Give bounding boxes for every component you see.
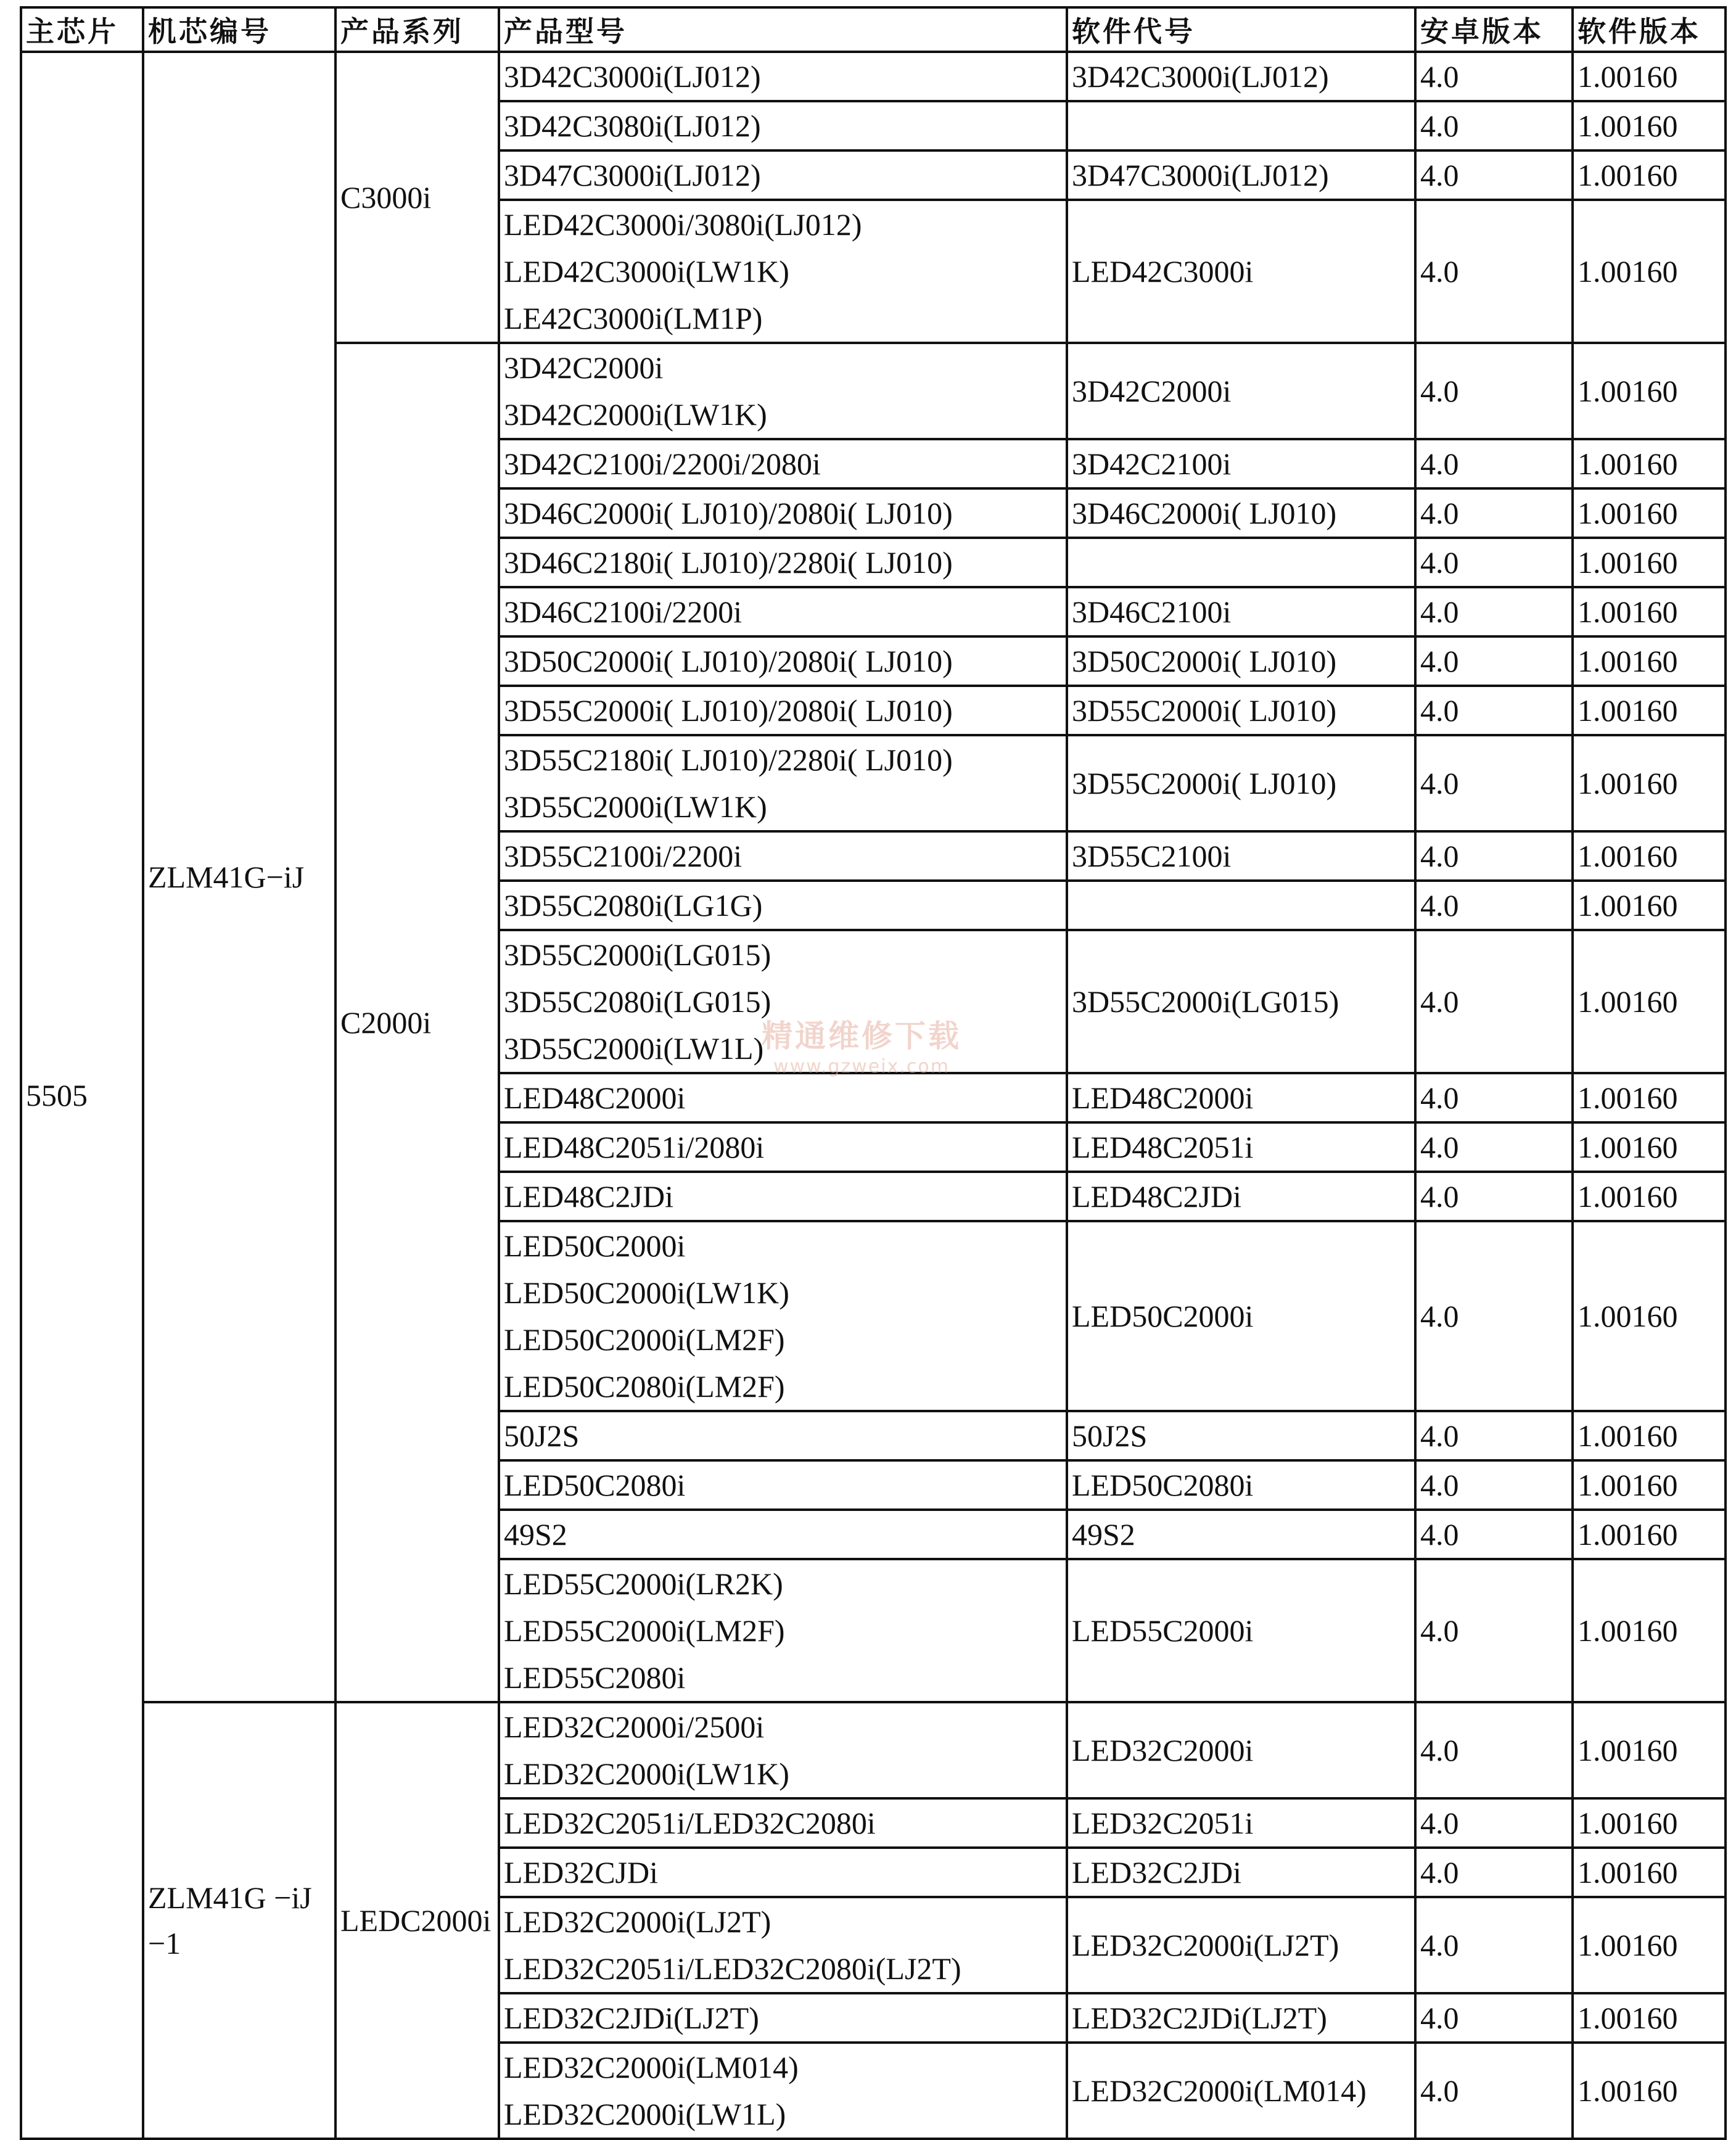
software-code-cell: LED32C2000i(LJ2T): [1067, 1897, 1415, 1993]
software-version-cell: 1.00160: [1573, 930, 1726, 1073]
product-model-cell: [499, 1702, 1067, 1798]
software-code-cell: LED48C2051i: [1067, 1122, 1415, 1172]
watermark-url: www.gzweix.com: [773, 1056, 950, 1077]
software-code-cell: LED32C2000i: [1067, 1702, 1415, 1798]
product-model-line: 3D47C3000i(LJ012): [504, 158, 761, 192]
product-model-line: 3D46C2000i( LJ010)/2080i( LJ010): [504, 496, 953, 530]
software-version-cell: 1.00160: [1573, 636, 1726, 686]
software-version-cell: 1.00160: [1573, 1073, 1726, 1122]
android-version-cell: 4.0: [1415, 686, 1573, 735]
product-model-line: LED50C2000i: [504, 1228, 686, 1263]
product-model-line: LED32CJDi: [504, 1855, 658, 1890]
software-code-cell: LED48C2JDi: [1067, 1172, 1415, 1221]
product-model-line: LED42C3000i(LW1K): [504, 254, 789, 289]
header-product-series: 产品系列: [335, 7, 499, 52]
product-model-cell: [499, 52, 1067, 101]
software-version-cell: 1.00160: [1573, 686, 1726, 735]
product-model-line: LED32C2051i/LED32C2080i: [504, 1806, 876, 1840]
product-model-line: LED42C3000i/3080i(LJ012): [504, 207, 862, 242]
product-model-cell: [499, 538, 1067, 587]
product-model-line: LED55C2080i: [504, 1660, 686, 1695]
android-version-cell: 4.0: [1415, 1993, 1573, 2043]
header-software-code: 软件代号: [1067, 7, 1415, 52]
software-version-cell: 1.00160: [1573, 1411, 1726, 1460]
product-model-line: LED32C2JDi(LJ2T): [504, 2001, 759, 2035]
android-version-cell: 4.0: [1415, 439, 1573, 488]
product-model-line: 3D55C2100i/2200i: [504, 839, 743, 873]
software-code-cell: LED48C2000i: [1067, 1073, 1415, 1122]
software-code-cell: 3D55C2000i( LJ010): [1067, 686, 1415, 735]
software-code-cell: 49S2: [1067, 1510, 1415, 1559]
product-model-line: 3D55C2000i(LG015): [504, 937, 771, 972]
table-row: [21, 52, 1726, 101]
product-model-line: 3D46C2180i( LJ010)/2280i( LJ010): [504, 545, 953, 580]
product-model-line: LED50C2000i(LW1K): [504, 1275, 789, 1310]
product-model-line: LED32C2000i/2500i: [504, 1710, 765, 1744]
software-code-cell: 3D47C3000i(LJ012): [1067, 150, 1415, 200]
product-model-cell: [499, 200, 1067, 343]
software-code-cell: LED55C2000i: [1067, 1559, 1415, 1702]
product-model-line: LED32C2000i(LW1K): [504, 1756, 789, 1791]
product-model-line: 3D42C3080i(LJ012): [504, 109, 761, 143]
product-model-line: LED32C2000i(LM014): [504, 2050, 799, 2084]
product-model-cell: [499, 636, 1067, 686]
software-version-cell: 1.00160: [1573, 1172, 1726, 1221]
software-code-cell: 3D42C2100i: [1067, 439, 1415, 488]
product-model-line: LED32C2000i(LW1L): [504, 2097, 786, 2131]
android-version-cell: 4.0: [1415, 2043, 1573, 2139]
software-version-cell: 1.00160: [1573, 1702, 1726, 1798]
product-model-line: LED48C2051i/2080i: [504, 1130, 765, 1164]
chassis-code-cell: ZLM41G −iJ−1: [143, 1702, 335, 2139]
product-model-line: 3D55C2000i(LW1K): [504, 789, 767, 824]
product-series-cell: LEDC2000i: [335, 1702, 499, 2139]
product-model-line: 3D42C2000i(LW1K): [504, 397, 767, 432]
software-version-cell: 1.00160: [1573, 52, 1726, 101]
product-model-cell: [499, 1848, 1067, 1897]
main-chip-cell: 5505: [21, 52, 143, 2139]
android-version-cell: 4.0: [1415, 1559, 1573, 1702]
header-row: [21, 7, 1726, 52]
product-model-cell: [499, 686, 1067, 735]
software-version-cell: 1.00160: [1573, 1993, 1726, 2043]
software-version-cell: 1.00160: [1573, 831, 1726, 881]
android-version-cell: 4.0: [1415, 831, 1573, 881]
software-code-cell: LED32C2JDi(LJ2T): [1067, 1993, 1415, 2043]
product-model-cell: [499, 1798, 1067, 1848]
product-model-line: 49S2: [504, 1517, 567, 1552]
product-model-cell: [499, 101, 1067, 150]
android-version-cell: 4.0: [1415, 150, 1573, 200]
product-model-line: 50J2S: [504, 1418, 580, 1453]
software-version-cell: 1.00160: [1573, 1848, 1726, 1897]
product-model-line: 3D42C2100i/2200i/2080i: [504, 447, 821, 481]
software-version-cell: 1.00160: [1573, 2043, 1726, 2139]
product-model-line: 3D55C2000i( LJ010)/2080i( LJ010): [504, 693, 953, 728]
product-model-cell: [499, 1510, 1067, 1559]
software-code-cell: 3D55C2000i( LJ010): [1067, 735, 1415, 831]
product-model-line: LED48C2000i: [504, 1080, 686, 1115]
software-version-cell: 1.00160: [1573, 1559, 1726, 1702]
android-version-cell: 4.0: [1415, 101, 1573, 150]
android-version-cell: 4.0: [1415, 1510, 1573, 1559]
android-version-cell: 4.0: [1415, 1848, 1573, 1897]
software-version-cell: 1.00160: [1573, 1798, 1726, 1848]
product-model-cell: [499, 1460, 1067, 1510]
product-model-line: 3D55C2080i(LG015): [504, 984, 771, 1019]
product-model-line: LED55C2000i(LR2K): [504, 1566, 783, 1601]
android-version-cell: 4.0: [1415, 1221, 1573, 1411]
software-version-cell: 1.00160: [1573, 1510, 1726, 1559]
software-code-cell: 3D42C3000i(LJ012): [1067, 52, 1415, 101]
android-version-cell: 4.0: [1415, 587, 1573, 636]
android-version-cell: 4.0: [1415, 1172, 1573, 1221]
product-model-cell: [499, 735, 1067, 831]
software-version-cell: 1.00160: [1573, 587, 1726, 636]
product-model-cell: [499, 2043, 1067, 2139]
product-model-line: 3D46C2100i/2200i: [504, 595, 743, 629]
header-android-version: 安卓版本: [1415, 7, 1573, 52]
product-model-cell: [499, 439, 1067, 488]
product-model-line: LED32C2051i/LED32C2080i(LJ2T): [504, 1951, 961, 1986]
firmware-table-sheet: [20, 6, 1727, 2140]
product-model-cell: [499, 1172, 1067, 1221]
software-code-cell: [1067, 101, 1415, 150]
android-version-cell: 4.0: [1415, 735, 1573, 831]
software-version-cell: 1.00160: [1573, 881, 1726, 930]
software-code-cell: 3D46C2100i: [1067, 587, 1415, 636]
software-code-cell: [1067, 881, 1415, 930]
product-model-cell: [499, 930, 1067, 1073]
software-code-cell: LED32C2051i: [1067, 1798, 1415, 1848]
product-model-line: LED50C2080i(LM2F): [504, 1369, 785, 1404]
software-version-cell: 1.00160: [1573, 488, 1726, 538]
product-model-line: 3D42C3000i(LJ012): [504, 59, 761, 94]
software-version-cell: 1.00160: [1573, 1897, 1726, 1993]
software-code-cell: [1067, 538, 1415, 587]
product-model-line: LED55C2000i(LM2F): [504, 1613, 785, 1648]
android-version-cell: 4.0: [1415, 1702, 1573, 1798]
android-version-cell: 4.0: [1415, 538, 1573, 587]
product-model-line: LED32C2000i(LJ2T): [504, 1904, 771, 1939]
product-model-cell: [499, 831, 1067, 881]
product-model-cell: [499, 1411, 1067, 1460]
product-model-cell: [499, 150, 1067, 200]
product-model-cell: [499, 488, 1067, 538]
table-body: [21, 52, 1726, 2139]
software-version-cell: 1.00160: [1573, 1460, 1726, 1510]
android-version-cell: 4.0: [1415, 1411, 1573, 1460]
product-model-cell: [499, 1897, 1067, 1993]
android-version-cell: 4.0: [1415, 343, 1573, 439]
software-code-cell: 3D55C2000i(LG015): [1067, 930, 1415, 1073]
software-code-cell: 3D42C2000i: [1067, 343, 1415, 439]
product-model-line: 3D55C2180i( LJ010)/2280i( LJ010): [504, 743, 953, 777]
product-model-cell: [499, 1993, 1067, 2043]
header-main-chip: 主芯片: [21, 7, 143, 52]
android-version-cell: 4.0: [1415, 1460, 1573, 1510]
software-code-cell: LED32C2JDi: [1067, 1848, 1415, 1897]
product-model-line: LED48C2JDi: [504, 1179, 673, 1214]
header-chassis-code: 机芯编号: [143, 7, 335, 52]
product-model-line: LED50C2000i(LM2F): [504, 1322, 785, 1357]
android-version-cell: 4.0: [1415, 488, 1573, 538]
product-model-line: 3D55C2080i(LG1G): [504, 888, 763, 923]
android-version-cell: 4.0: [1415, 1897, 1573, 1993]
software-code-cell: 3D55C2100i: [1067, 831, 1415, 881]
product-model-line: LED50C2080i: [504, 1468, 686, 1502]
firmware-version-table: [20, 6, 1727, 2140]
product-model-line: LE42C3000i(LM1P): [504, 301, 763, 335]
chassis-code-cell: ZLM41G−iJ: [143, 52, 335, 1702]
software-version-cell: 1.00160: [1573, 343, 1726, 439]
software-version-cell: 1.00160: [1573, 1221, 1726, 1411]
product-series-cell: C3000i: [335, 52, 499, 343]
software-version-cell: 1.00160: [1573, 200, 1726, 343]
software-version-cell: 1.00160: [1573, 735, 1726, 831]
header-software-version: 软件版本: [1573, 7, 1726, 52]
product-model-line: 3D50C2000i( LJ010)/2080i( LJ010): [504, 644, 953, 678]
software-version-cell: 1.00160: [1573, 101, 1726, 150]
product-model-line: 3D55C2000i(LW1L): [504, 1031, 764, 1066]
product-model-cell: [499, 587, 1067, 636]
android-version-cell: 4.0: [1415, 200, 1573, 343]
android-version-cell: 4.0: [1415, 1073, 1573, 1122]
product-model-cell: [499, 1073, 1067, 1122]
software-code-cell: 3D50C2000i( LJ010): [1067, 636, 1415, 686]
product-model-line: 3D42C2000i: [504, 350, 664, 385]
software-code-cell: LED42C3000i: [1067, 200, 1415, 343]
product-model-cell: [499, 1559, 1067, 1702]
android-version-cell: 4.0: [1415, 52, 1573, 101]
android-version-cell: 4.0: [1415, 636, 1573, 686]
software-version-cell: 1.00160: [1573, 538, 1726, 587]
software-code-cell: 50J2S: [1067, 1411, 1415, 1460]
android-version-cell: 4.0: [1415, 1798, 1573, 1848]
software-version-cell: 1.00160: [1573, 1122, 1726, 1172]
software-version-cell: 1.00160: [1573, 150, 1726, 200]
product-model-cell: [499, 343, 1067, 439]
software-code-cell: LED50C2080i: [1067, 1460, 1415, 1510]
product-series-cell: C2000i: [335, 343, 499, 1702]
software-code-cell: 3D46C2000i( LJ010): [1067, 488, 1415, 538]
software-code-cell: LED50C2000i: [1067, 1221, 1415, 1411]
android-version-cell: 4.0: [1415, 930, 1573, 1073]
header-product-model: 产品型号: [499, 7, 1067, 52]
software-version-cell: 1.00160: [1573, 439, 1726, 488]
android-version-cell: 4.0: [1415, 1122, 1573, 1172]
software-code-cell: LED32C2000i(LM014): [1067, 2043, 1415, 2139]
product-model-cell: [499, 881, 1067, 930]
product-model-cell: [499, 1221, 1067, 1411]
android-version-cell: 4.0: [1415, 881, 1573, 930]
product-model-cell: [499, 1122, 1067, 1172]
table-row: [21, 1702, 1726, 1798]
watermark-title: 精通维修下载: [762, 1018, 961, 1054]
